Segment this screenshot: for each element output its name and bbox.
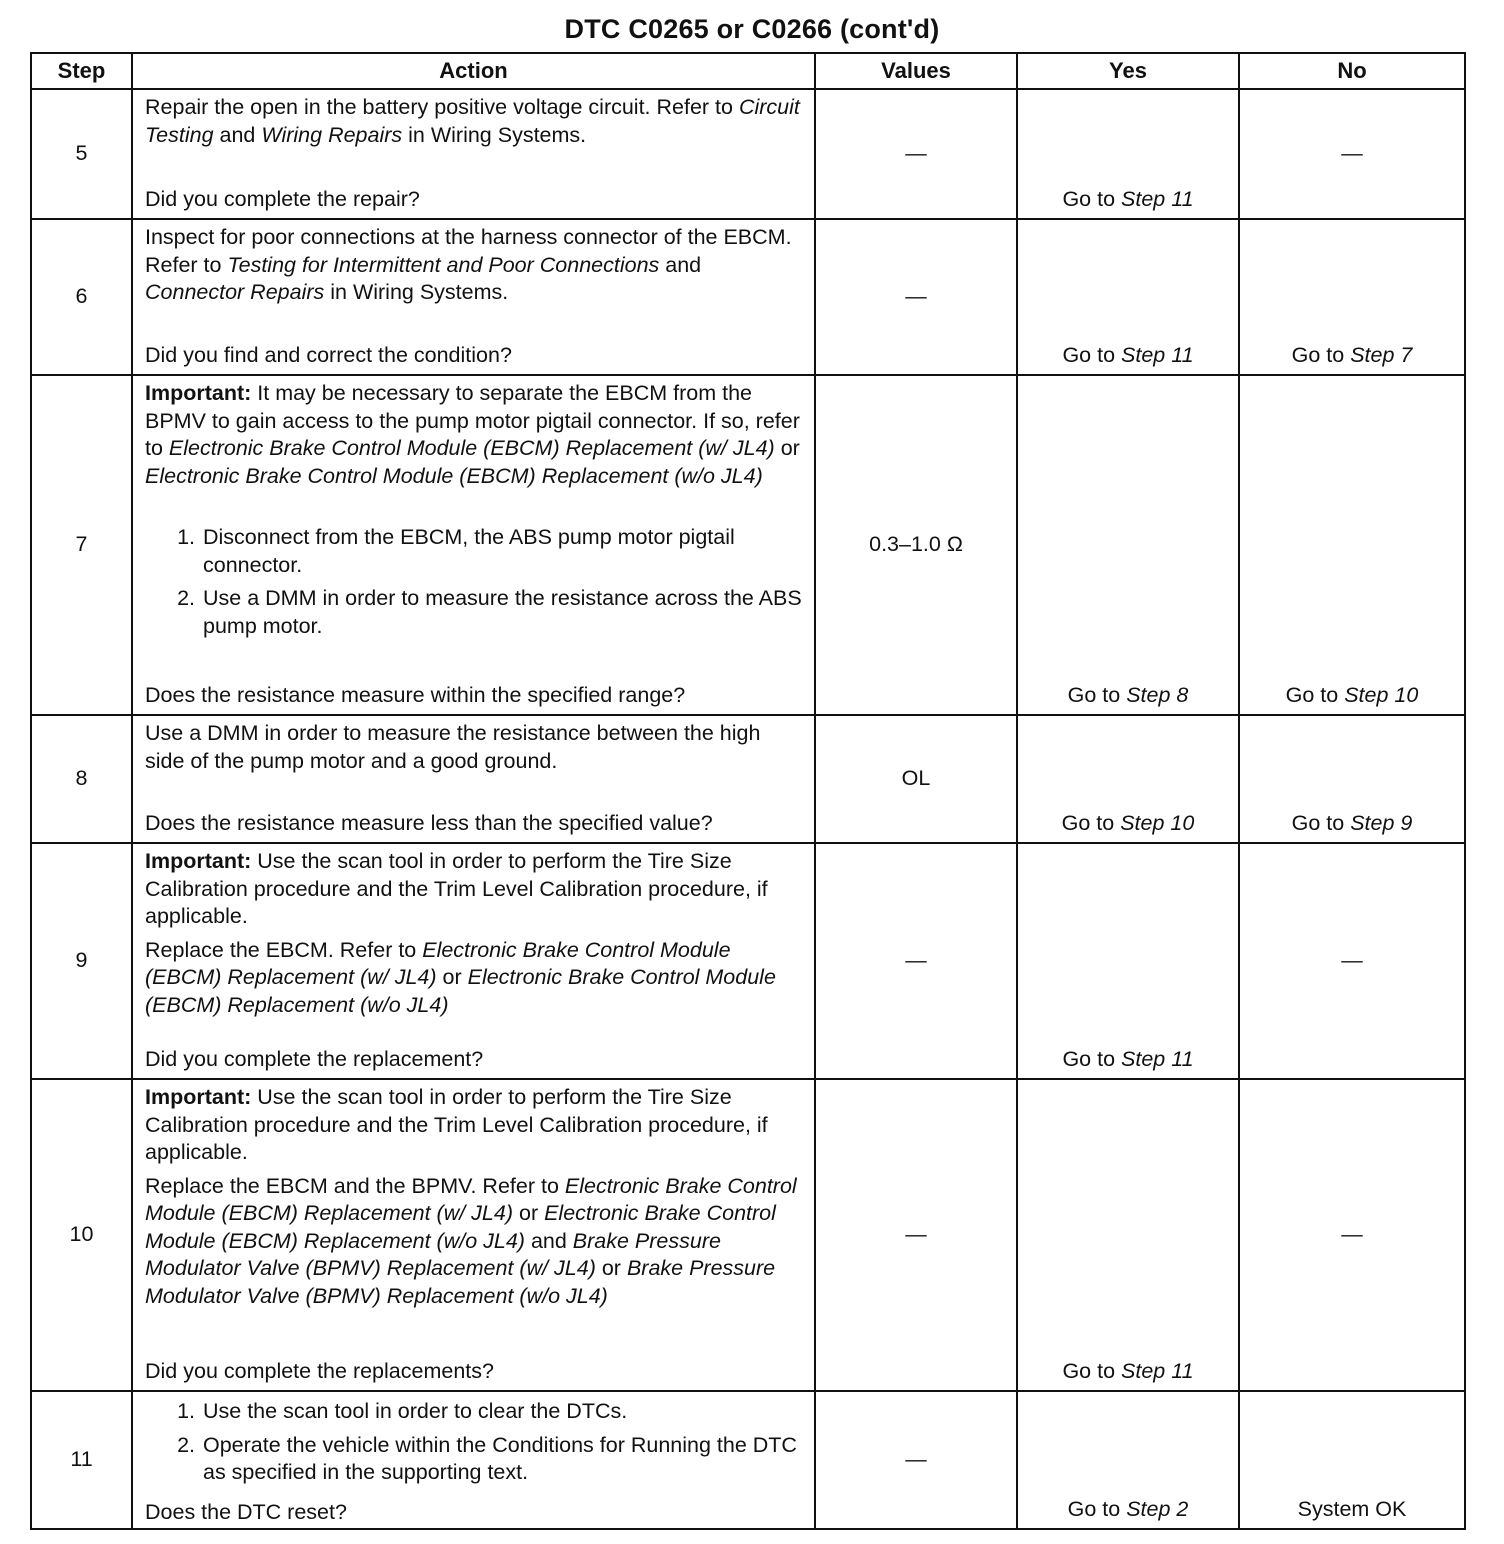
table-row xyxy=(31,1079,1465,1391)
header-yes: Yes xyxy=(1017,53,1239,89)
action-cell xyxy=(132,219,815,375)
action-question: Did you complete the replacement? xyxy=(145,1047,484,1072)
action-question: Did you complete the repair? xyxy=(145,187,420,212)
action-question: Did you complete the replacements? xyxy=(145,1359,494,1384)
action-text: Use a DMM in order to measure the resistance between the high side of the pump motor and a good ground. xyxy=(145,721,761,773)
table-row xyxy=(31,219,1465,375)
action-text: Repair the open in the battery positive voltage circuit. Refer to Circuit Testing and Wiring Repairs in Wiring Systems. xyxy=(145,95,800,147)
table-row xyxy=(31,843,1465,1079)
yes-cell: Go to Step 11 xyxy=(1017,89,1239,219)
values-cell: OL xyxy=(815,715,1017,843)
list-item: 2. Operate the vehicle within the Conditions for Running the DTC as specified in the supporting text. xyxy=(201,1432,804,1487)
header-row xyxy=(31,53,1465,89)
step-number: 10 xyxy=(31,1079,132,1391)
step-number: 6 xyxy=(31,219,132,375)
action-cell xyxy=(132,375,815,715)
action-steps-list xyxy=(145,1398,804,1493)
header-action: Action xyxy=(132,53,815,89)
action-cell xyxy=(132,715,815,843)
action-cell xyxy=(132,1079,815,1391)
action-cell xyxy=(132,89,815,219)
action-text: Inspect for poor connections at the harness connector of the EBCM. Refer to Testing for Intermittent and Poor Connections and Connector Repairs in Wiring Systems. xyxy=(145,225,792,305)
yes-cell: Go to Step 11 xyxy=(1017,843,1239,1079)
table-row xyxy=(31,1391,1465,1529)
step-number: 11 xyxy=(31,1391,132,1529)
values-cell: — xyxy=(815,843,1017,1079)
yes-cell: Go to Step 10 xyxy=(1017,715,1239,843)
values-cell: — xyxy=(815,219,1017,375)
action-steps-list xyxy=(145,524,804,640)
yes-cell: Go to Step 11 xyxy=(1017,219,1239,375)
no-cell: System OK xyxy=(1239,1391,1465,1529)
action-question: Does the resistance measure less than the specified value? xyxy=(145,811,713,836)
table-row xyxy=(31,715,1465,843)
action-cell xyxy=(132,1391,815,1529)
yes-cell: Go to Step 11 xyxy=(1017,1079,1239,1391)
values-cell: — xyxy=(815,1079,1017,1391)
table-row xyxy=(31,375,1465,715)
values-cell: — xyxy=(815,1391,1017,1529)
action-cell xyxy=(132,843,815,1079)
diagnostic-table xyxy=(30,52,1466,1530)
action-important: Important: Use the scan tool in order to perform the Tire Size Calibration procedure and the Trim Level Calibration procedure, if applicable. xyxy=(145,849,768,929)
action-important: Important: Use the scan tool in order to perform the Tire Size Calibration procedure and the Trim Level Calibration procedure, if applicable. xyxy=(145,1085,768,1165)
action-question: Does the resistance measure within the specified range? xyxy=(145,683,686,708)
action-text: Replace the EBCM and the BPMV. Refer to Electronic Brake Control Module (EBCM) Replacement (w/ JL4) or Electronic Brake Control Module (EBCM) Replacement (w/o JL4) and Brake Pressure Modulator Valve (BPMV) Replacement (w/ JL4) or Brake Pressure Modulator Valve (BPMV) Replacement (w/o JL4) xyxy=(145,1173,797,1308)
table-row xyxy=(31,89,1465,219)
values-cell: 0.3–1.0 Ω xyxy=(815,375,1017,715)
step-number: 8 xyxy=(31,715,132,843)
action-question: Did you find and correct the condition? xyxy=(145,343,512,368)
header-step: Step xyxy=(31,53,132,89)
yes-cell: Go to Step 8 xyxy=(1017,375,1239,715)
no-cell: — xyxy=(1239,89,1465,219)
no-cell: Go to Step 7 xyxy=(1239,219,1465,375)
page-title: DTC C0265 or C0266 (cont'd) xyxy=(564,14,940,44)
no-cell: — xyxy=(1239,1079,1465,1391)
action-text: Important: It may be necessary to separate the EBCM from the BPMV to gain access to the pump motor pigtail connector. If so, refer to Electronic Brake Control Module (EBCM) Replacement (w/ JL4) or Electronic Brake Control Module (EBCM) Replacement (w/o JL4) xyxy=(145,381,800,488)
values-cell: — xyxy=(815,89,1017,219)
header-values: Values xyxy=(815,53,1017,89)
action-text: Replace the EBCM. Refer to Electronic Brake Control Module (EBCM) Replacement (w/ JL4) or Electronic Brake Control Module (EBCM) Replacement (w/o JL4) xyxy=(145,937,776,1017)
no-cell: Go to Step 9 xyxy=(1239,715,1465,843)
step-number: 5 xyxy=(31,89,132,219)
no-cell: Go to Step 10 xyxy=(1239,375,1465,715)
step-number: 7 xyxy=(31,375,132,715)
step-number: 9 xyxy=(31,843,132,1079)
list-item: 1. Use the scan tool in order to clear the DTCs. xyxy=(201,1398,804,1426)
list-item: 2. Use a DMM in order to measure the resistance across the ABS pump motor. xyxy=(201,585,804,640)
yes-cell: Go to Step 2 xyxy=(1017,1391,1239,1529)
action-question: Does the DTC reset? xyxy=(145,1499,347,1524)
no-cell: — xyxy=(1239,843,1465,1079)
header-no: No xyxy=(1239,53,1465,89)
list-item: 1. Disconnect from the EBCM, the ABS pump motor pigtail connector. xyxy=(201,524,804,579)
